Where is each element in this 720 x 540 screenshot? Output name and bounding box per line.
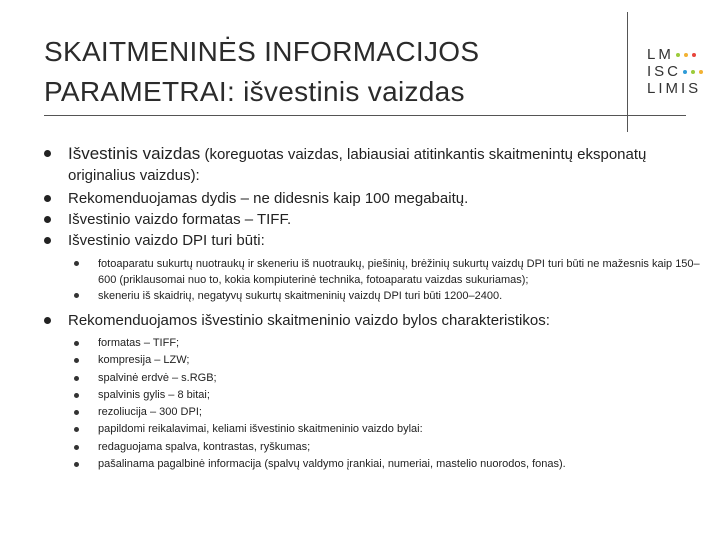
logo-row-3 (647, 80, 705, 97)
bullet-text: Išvestinio vaizdo formatas – TIFF. (68, 211, 292, 228)
bullet-item (44, 209, 704, 230)
bullet-item (44, 310, 704, 331)
sub-bullet-icon (74, 376, 79, 381)
sub-bullet-item (44, 352, 704, 369)
logo-row-1 (647, 46, 705, 63)
slide-title-line-2: PARAMETRAI: išvestinis vaizdas (44, 76, 465, 107)
logo-dot (699, 70, 703, 74)
sub-bullet-text: fotoaparatu sukurtų nuotraukų ir skeneriu iš nuotraukų, piešinių, brėžinių sukurtų vaizdų DPI turi būti ne mažesnis kaip 150–600 (priklausomai nuo to, kokia kompiuterinė technika, fotoaparatu vaizdas sukuriamas); (98, 258, 700, 286)
bullet-text: (koreguotas vaizdas, labiausiai atitinkantis skaitmenintų eksponatų originalius vaizdus): (68, 146, 647, 184)
sub-bullet-text: formatas – TIFF; (98, 337, 180, 349)
logo-row-2 (647, 63, 705, 80)
sub-bullet-icon (74, 462, 79, 467)
slide-content (44, 143, 704, 473)
vertical-divider (627, 12, 628, 132)
sub-bullet-text: pašalinama pagalbinė informacija (spalvų valdymo įrankiai, numeriai, mastelio nuorodos, fonas). (98, 458, 566, 471)
logo-dot (691, 70, 695, 74)
sub-bullet-text: spalvinė erdvė – s.RGB; (98, 371, 217, 384)
sub-bullet-icon (74, 293, 79, 298)
sub-bullet-text: spalvinis gylis – 8 bitai; (98, 388, 210, 401)
sub-bullet-text: papildomi reikalavimai, keliami išvestinio skaitmeninio vaizdo bylai: (98, 423, 423, 436)
sub-bullet-item (44, 256, 704, 288)
sub-bullet-item (44, 456, 704, 473)
logo-text-1: LM (647, 46, 674, 63)
lm-isc-limis-logo (647, 46, 705, 97)
sub-bullet-item (44, 387, 704, 404)
sub-bullet-icon (74, 341, 79, 346)
bullet-icon (44, 237, 51, 244)
sub-bullet-text: redaguojama spalva, kontrastas, ryškumas; (98, 440, 311, 453)
bullet-text: Rekomenduojamas dydis – ne didesnis kaip 100 megabaitų. (68, 190, 469, 207)
bullet-icon (44, 317, 51, 324)
logo-dot (676, 53, 680, 57)
sub-bullet-icon (74, 427, 79, 432)
logo-dot (683, 70, 687, 74)
sub-bullet-item (44, 404, 704, 421)
sub-bullet-text: rezoliucija – 300 DPI; (98, 406, 202, 419)
sub-bullet-item (44, 439, 704, 456)
horizontal-divider (44, 115, 686, 116)
bullet-item (44, 188, 704, 209)
bullet-text: Išvestinio vaizdo DPI turi būti: (68, 232, 265, 249)
logo-dot (692, 53, 696, 57)
sub-bullet-icon (74, 410, 79, 415)
bullet-item (44, 143, 704, 186)
bullet-icon (44, 216, 51, 223)
bullet-text: Rekomenduojamos išvestinio skaitmeninio vaizdo bylos charakteristikos: (68, 312, 550, 329)
bullet-lead-text: Išvestinis vaizdas (68, 144, 201, 163)
sub-bullet-icon (74, 358, 79, 363)
sub-bullet-item (44, 370, 704, 387)
bullet-item (44, 230, 704, 251)
sub-bullet-text: skeneriu iš skaidrių, negatyvų sukurtų skaitmeninių vaizdų DPI turi būti 1200–2400. (98, 290, 503, 302)
sub-bullet-text: kompresija – LZW; (98, 354, 190, 367)
slide-title-line-1: SKAITMENINĖS INFORMACIJOS (44, 36, 480, 67)
sub-bullet-icon (74, 261, 79, 266)
sub-bullet-item (44, 335, 704, 352)
logo-text-2: ISC (647, 63, 682, 80)
logo-text-3: LIMIS (647, 80, 702, 97)
slide-title (44, 32, 604, 112)
logo-dot (684, 53, 688, 57)
sub-bullet-item (44, 421, 704, 438)
bullet-icon (44, 195, 51, 202)
sub-bullet-icon (74, 393, 79, 398)
sub-bullet-icon (74, 445, 79, 450)
bullet-icon (44, 150, 51, 157)
sub-bullet-item (44, 288, 704, 304)
